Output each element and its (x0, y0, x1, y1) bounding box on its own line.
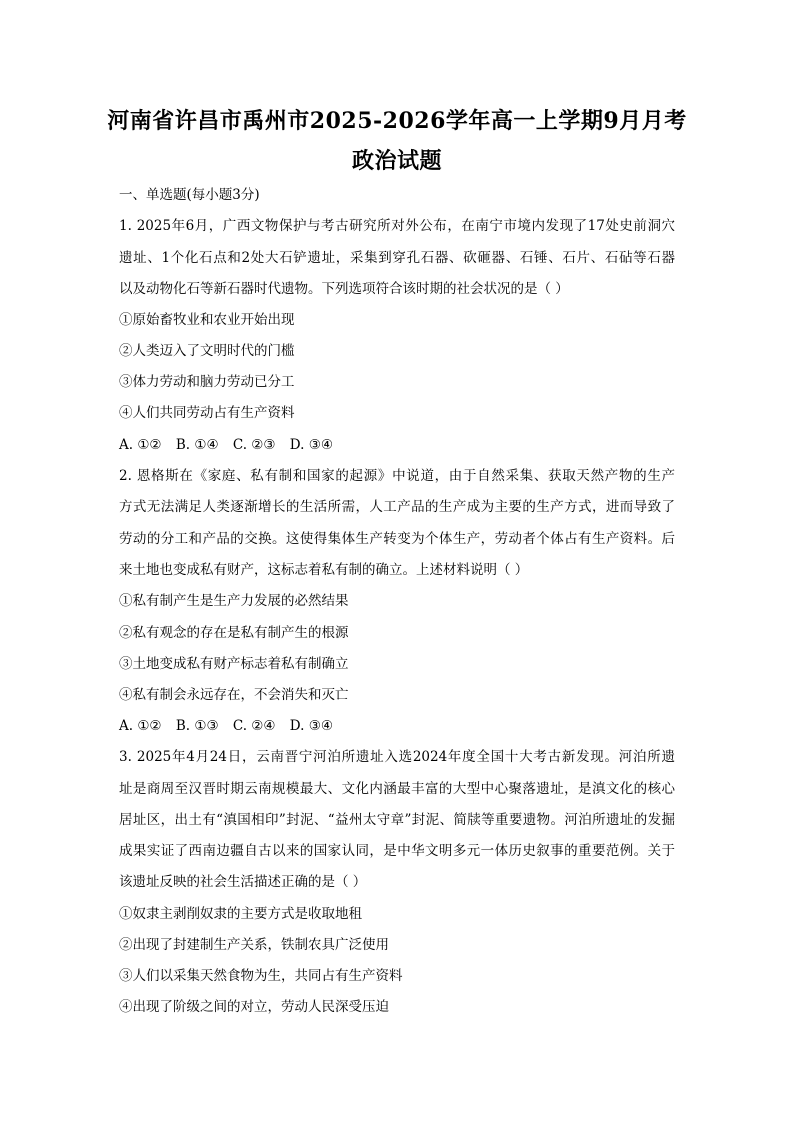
question-1-option: ①原始畜牧业和农业开始出现 (119, 312, 295, 328)
question-2-stem-line: 劳动的分工和产品的交换。这使得集体生产转变为个体生产，劳动者个体占有生产资料。后 (119, 531, 675, 547)
answer-choice-b: B. ①④ (175, 437, 219, 453)
question-3-option: ③人们以采集天然食物为生，共同占有生产资料 (119, 968, 403, 984)
section-heading: 一、单选题(每小题3分) (119, 187, 260, 203)
question-1-option: ②人类迈入了文明时代的门槛 (119, 343, 295, 359)
question-1-option: ④人们共同劳动占有生产资料 (119, 405, 295, 421)
document-title: 河南省许昌市禹州市2025-2026学年高一上学期9月月考 (107, 108, 687, 134)
question-2-stem-line: 来土地也变成私有财产，这标志着私有制的确立。上述材料说明（ ） (119, 562, 529, 578)
question-2-option: ③土地变成私有财产标志着私有制确立 (119, 656, 349, 672)
question-3-stem-line: 址是商周至汉晋时期云南规模最大、文化内涵最丰富的大型中心聚落遗址，是滇文化的核心 (119, 781, 675, 797)
answer-choice-d: D. ③④ (289, 718, 333, 734)
question-2-option: ①私有制产生是生产力发展的必然结果 (119, 593, 349, 609)
question-2-option: ④私有制会永远存在，不会消失和灭亡 (119, 687, 349, 703)
question-3-option: ④出现了阶级之间的对立，劳动人民深受压迫 (119, 999, 389, 1015)
answer-choice-a: A. ①② (119, 437, 162, 453)
question-3-stem-line: 该遗址反映的社会生活描述正确的是（ ） (119, 874, 367, 890)
answer-choice-d: D. ③④ (289, 437, 333, 453)
question-1-stem-line: 遗址、1个化石点和2处大石铲遗址，采集到穿孔石器、砍砸器、石锤、石片、石砧等石器 (119, 250, 675, 266)
question-3-stem-line: 3. 2025年4月24日，云南晋宁河泊所遗址入选2024年度全国十大考古新发现。河泊所遗 (119, 749, 675, 765)
question-1-answer-choices (119, 436, 343, 454)
question-3-stem-line: 成果实证了西南边疆自古以来的国家认同，是中华文明多元一体历史叙事的重要范例。关于 (119, 843, 675, 859)
answer-choice-a: A. ①② (119, 718, 162, 734)
question-1-stem-line: 1. 2025年6月，广西文物保护与考古研究所对外公布，在南宁市境内发现了17处史前洞穴 (119, 218, 675, 234)
question-3-option: ①奴隶主剥削奴隶的主要方式是收取地租 (119, 906, 362, 922)
answer-choice-c: C. ②④ (232, 718, 276, 734)
question-3-option: ②出现了封建制生产关系，铁制农具广泛使用 (119, 937, 389, 953)
answer-choice-c: C. ②③ (232, 437, 276, 453)
question-2-stem-line: 2. 恩格斯在《家庭、私有制和国家的起源》中说道，由于自然采集、获取天然产物的生产 (119, 468, 675, 484)
document-subtitle: 政治试题 (351, 148, 442, 174)
question-2-answer-choices (119, 717, 343, 735)
question-2-stem-line: 方式无法满足人类逐渐增长的生活所需，人工产品的生产成为主要的生产方式，进而导致了 (119, 499, 675, 515)
question-3-stem-line: 居址区，出土有“滇国相印”封泥、“益州太守章”封泥、简牍等重要遗物。河泊所遗址的发掘 (119, 812, 675, 828)
question-1-stem-line: 以及动物化石等新石器时代遗物。下列选项符合该时期的社会状况的是（ ） (119, 281, 569, 297)
question-1-option: ③体力劳动和脑力劳动已分工 (119, 374, 295, 390)
answer-choice-b: B. ①③ (175, 718, 219, 734)
question-2-option: ②私有观念的存在是私有制产生的根源 (119, 625, 349, 641)
